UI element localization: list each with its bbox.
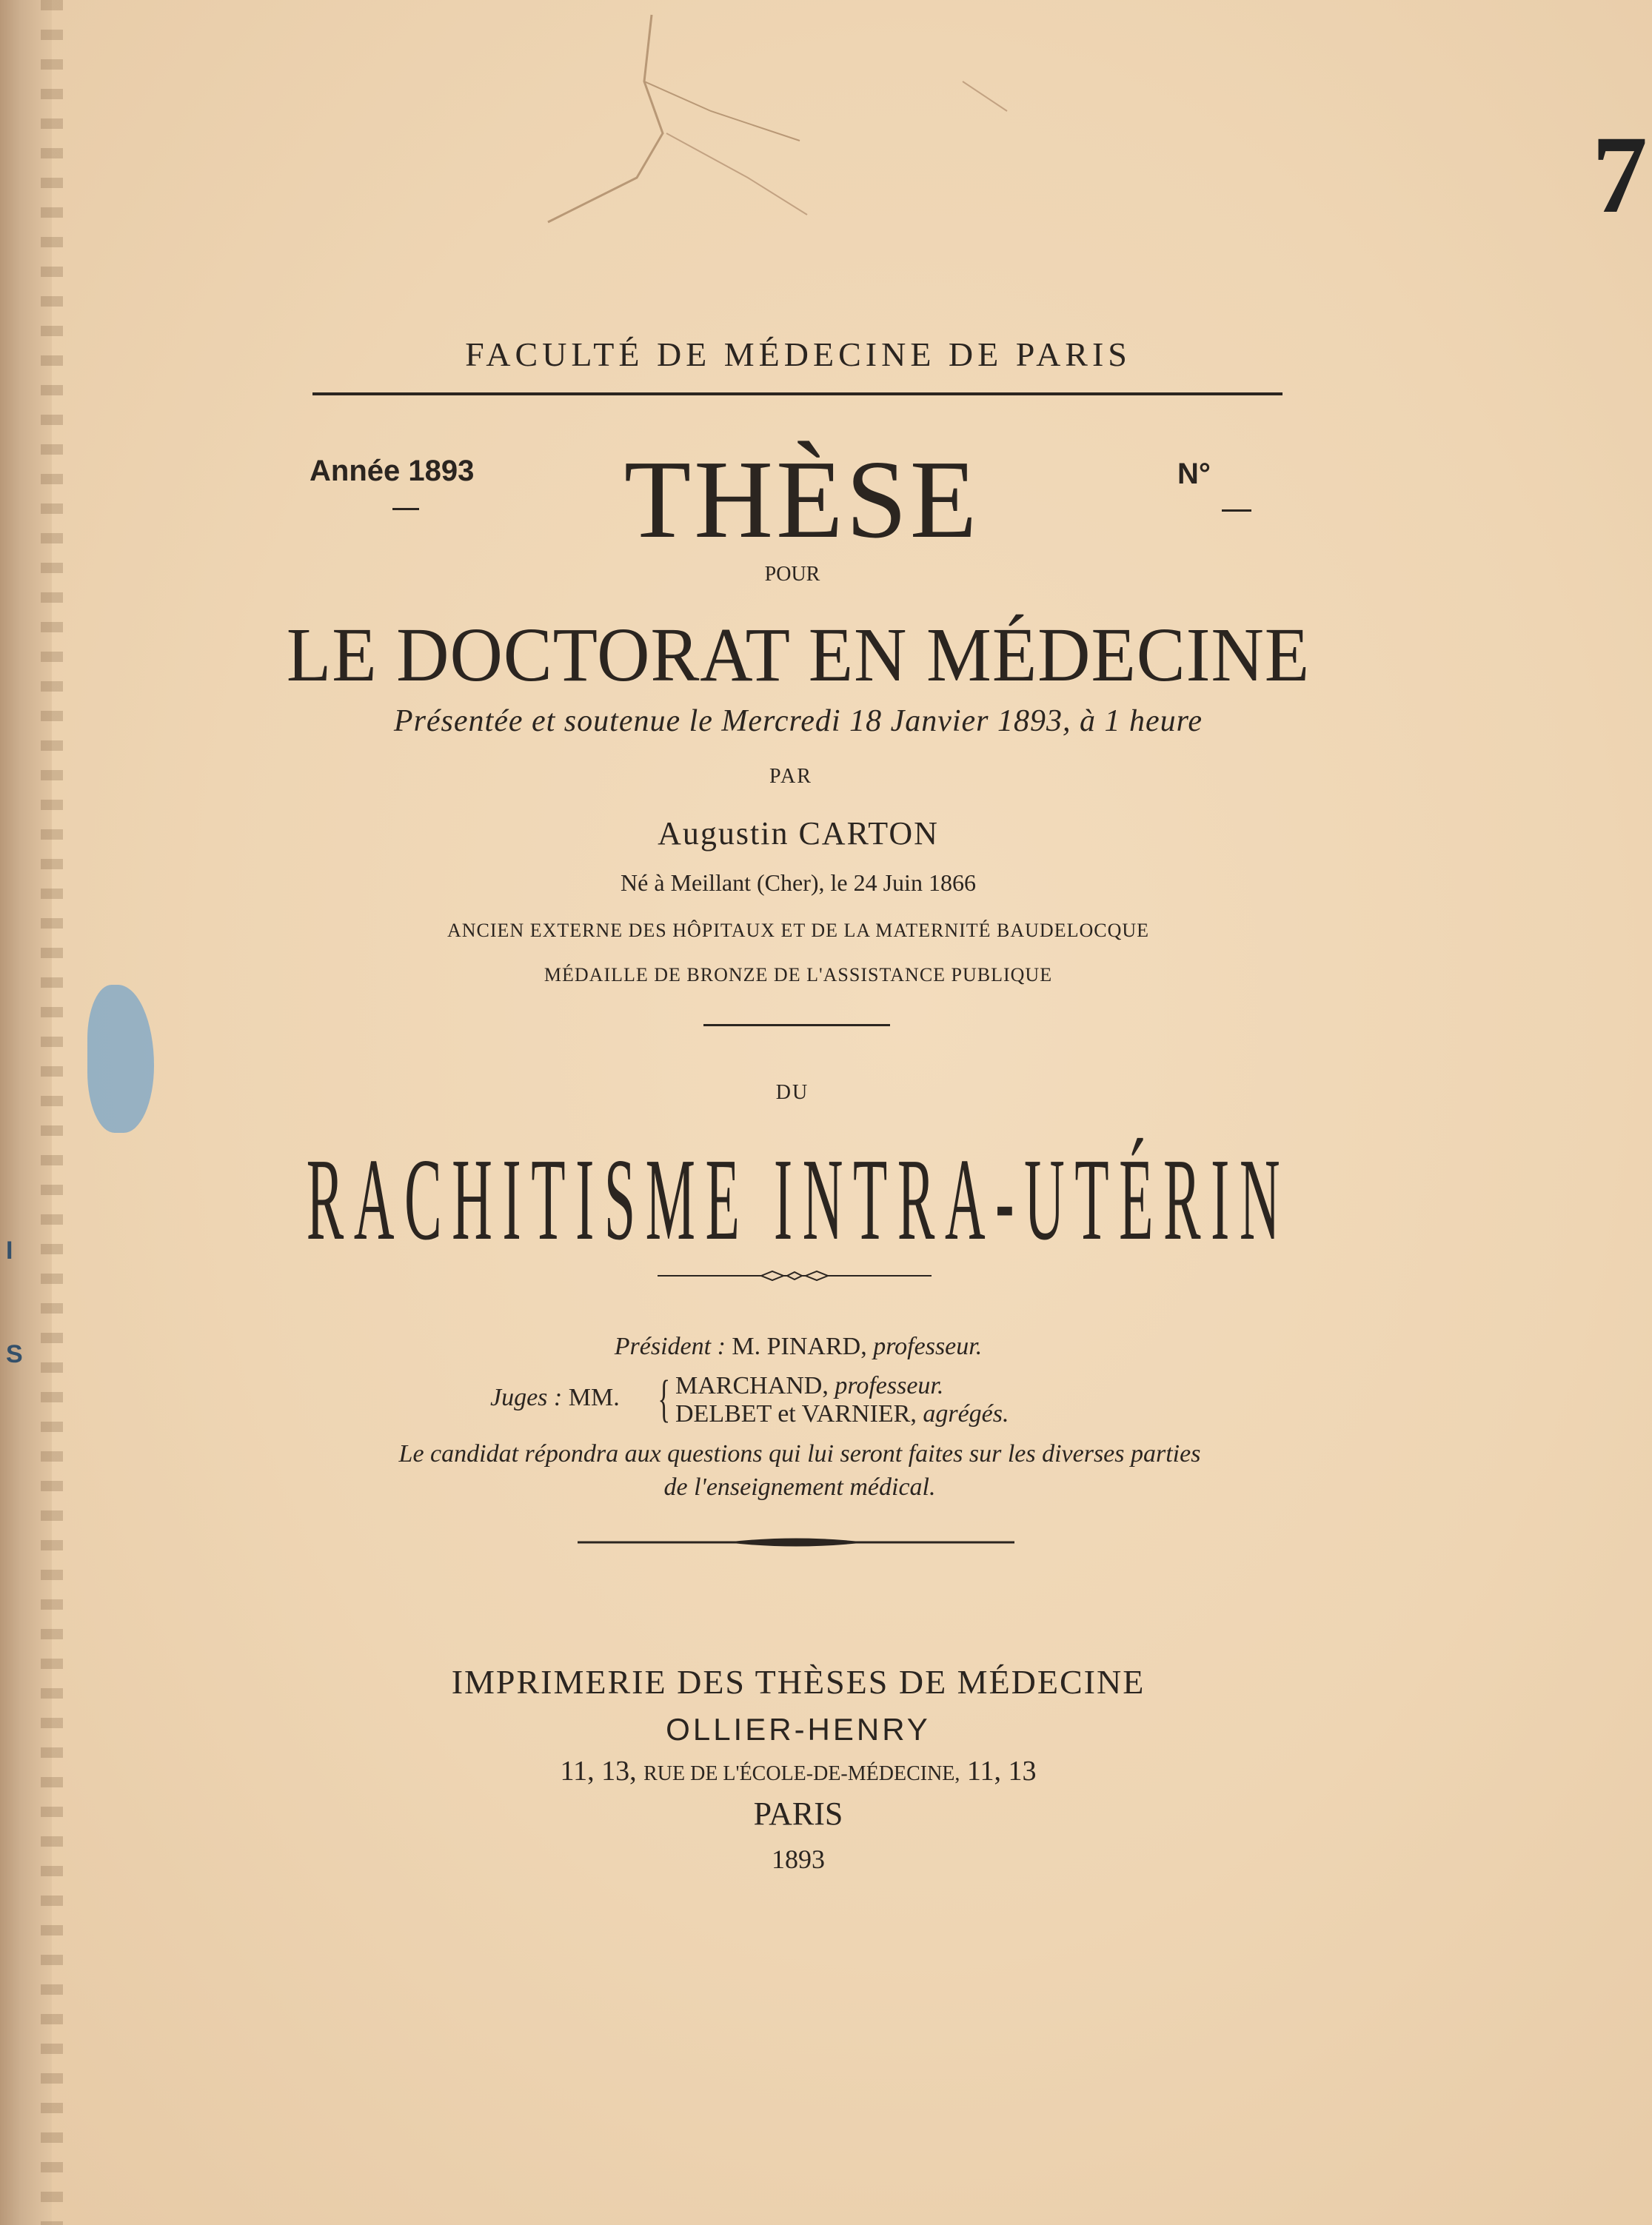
- thesis-subject: RACHITISME INTRA-UTÉRIN: [306, 1134, 1291, 1265]
- author-name: Augustin CARTON: [658, 815, 939, 851]
- these-title: THÈSE: [623, 438, 980, 562]
- pour-label: POUR: [764, 563, 820, 586]
- ornament-divider-2: [578, 1536, 1014, 1549]
- candidate-note-line-1: Le candidat répondra aux questions qui lui seront faites sur les diverses parties: [398, 1440, 1201, 1468]
- year-label: Année 1893: [310, 455, 475, 487]
- printer-city: PARIS: [753, 1796, 843, 1832]
- juges-word: Juges :: [490, 1384, 563, 1411]
- doctorat-heading: LE DOCTORAT EN MÉDECINE: [286, 612, 1311, 697]
- par-label: PAR: [769, 765, 812, 788]
- spine-letter-2: S: [6, 1340, 23, 1368]
- jury-president: [615, 1333, 982, 1361]
- printer-year: 1893: [772, 1844, 825, 1874]
- author-title-1: ANCIEN EXTERNE DES HÔPITAUX ET DE LA MATERNITÉ BAUDELOCQUE: [447, 920, 1150, 941]
- judge-1-name: MARCHAND,: [675, 1372, 829, 1399]
- faculty-heading: FACULTÉ DE MÉDECINE DE PARIS: [465, 335, 1131, 373]
- president-role: professeur.: [873, 1333, 983, 1360]
- paper-cracks: [0, 0, 1652, 296]
- number-dash: [1222, 509, 1251, 512]
- spine-letter-1: I: [6, 1237, 13, 1265]
- du-label: DU: [775, 1081, 809, 1104]
- jury-judges: [490, 1372, 1068, 1431]
- candidate-note-line-2: de l'enseignement médical.: [663, 1473, 936, 1501]
- judge-1-role: professeur.: [835, 1372, 944, 1399]
- ornament-divider-1: [658, 1270, 932, 1282]
- judge-2: [675, 1400, 1009, 1428]
- address-number-1: 11, 13,: [560, 1756, 637, 1787]
- brace-symbol: {: [658, 1371, 671, 1428]
- author-birth: Né à Meillant (Cher), le 24 Juin 1866: [621, 869, 976, 896]
- printer-house: OLLIER-HENRY: [666, 1712, 931, 1747]
- president-name: M. PINARD,: [732, 1333, 867, 1360]
- address-number-2: 11, 13: [966, 1756, 1037, 1787]
- year-dash: [392, 508, 419, 510]
- printer-address: [561, 1755, 1037, 1787]
- number-label: N°: [1177, 458, 1211, 490]
- judge-2-role: agrégés.: [923, 1400, 1009, 1428]
- printer-name: IMPRIMERIE DES THÈSES DE MÉDECINE: [451, 1663, 1146, 1701]
- blue-stain: [87, 985, 154, 1133]
- author-title-2: MÉDAILLE DE BRONZE DE L'ASSISTANCE PUBLIQUE: [544, 964, 1053, 986]
- juges-mm: MM.: [568, 1384, 620, 1411]
- judges-label: [490, 1384, 620, 1412]
- president-label: Président :: [614, 1333, 726, 1360]
- header-rule: [312, 392, 1283, 395]
- address-street: RUE DE L'ÉCOLE-DE-MÉDECINE,: [643, 1762, 960, 1785]
- spine-edge-texture: [41, 0, 63, 2225]
- defense-date-line: Présentée et soutenue le Mercredi 18 Janvier 1893, à 1 heure: [393, 704, 1203, 738]
- catalog-number: 7: [1592, 113, 1648, 236]
- middle-rule: [703, 1024, 890, 1026]
- judge-2-name: DELBET et VARNIER,: [675, 1400, 917, 1428]
- judge-1: [675, 1372, 943, 1400]
